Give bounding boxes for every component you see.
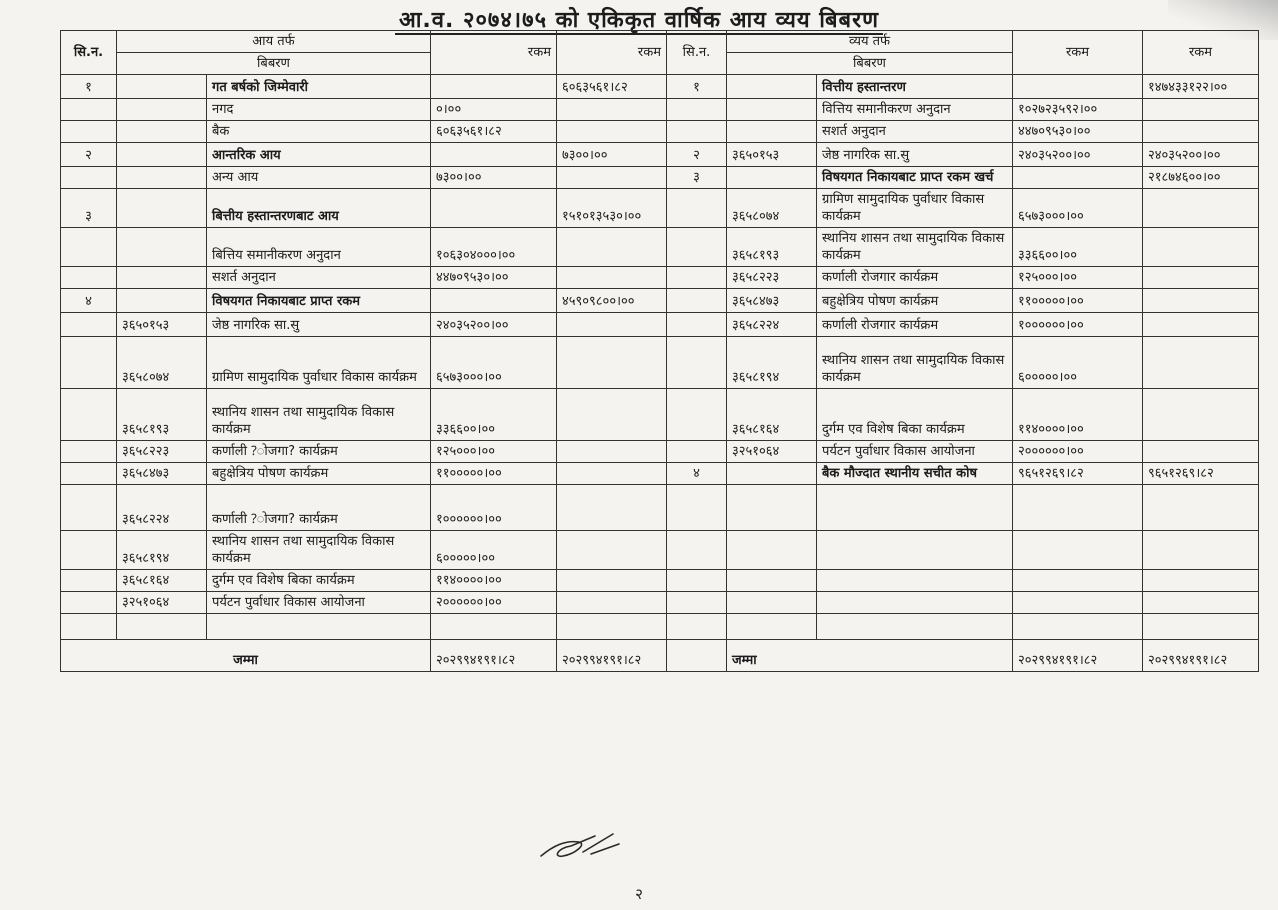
income-description: स्थानिय शासन तथा सामुदायिक विकास कार्यक्रम <box>207 389 431 441</box>
income-sn <box>61 592 117 614</box>
table-row <box>61 389 1259 441</box>
income-total <box>557 441 667 463</box>
income-amount-header: रकम <box>431 31 557 75</box>
income-description: विषयगत निकायबाट प्राप्त रकम <box>207 289 431 313</box>
income-total-label: जम्मा <box>61 640 431 672</box>
income-code <box>117 614 207 640</box>
expense-sn <box>667 389 727 441</box>
income-sn: २ <box>61 143 117 167</box>
income-total: ६०६३५६१।८२ <box>557 75 667 99</box>
income-description: दुर्गम एव विशेष बिका कार्यक्रम <box>207 570 431 592</box>
expense-sn: ४ <box>667 463 727 485</box>
expense-amount-header: रकम <box>1013 31 1143 75</box>
expense-total <box>1143 531 1259 570</box>
expense-amount <box>1013 570 1143 592</box>
expense-sn: १ <box>667 75 727 99</box>
income-amount: ६०००००।०० <box>431 531 557 570</box>
expense-description <box>817 592 1013 614</box>
expense-sn <box>667 592 727 614</box>
expense-total <box>1143 99 1259 121</box>
expense-description <box>817 614 1013 640</box>
income-amount: १०६३०४०००।०० <box>431 228 557 267</box>
income-sn <box>61 485 117 531</box>
income-sn <box>61 389 117 441</box>
income-amount: ३३६६००।०० <box>431 389 557 441</box>
income-code <box>117 189 207 228</box>
income-sn <box>61 267 117 289</box>
income-description: कर्णाली ?ोजगा? कार्यक्रम <box>207 441 431 463</box>
expense-side-header: व्यय तर्फ <box>727 31 1013 53</box>
income-description: स्थानिय शासन तथा सामुदायिक विकास कार्यक्रम <box>207 531 431 570</box>
table-row <box>61 228 1259 267</box>
income-amount <box>431 289 557 313</box>
expense-total <box>1143 267 1259 289</box>
table-row <box>61 592 1259 614</box>
expense-code: ३६५८१९४ <box>727 337 817 389</box>
table-row <box>61 167 1259 189</box>
income-sn <box>61 313 117 337</box>
expense-sn <box>667 570 727 592</box>
income-code: ३६५०१५३ <box>117 313 207 337</box>
income-description: कर्णाली ?ोजगा? कार्यक्रम <box>207 485 431 531</box>
expense-sn <box>667 614 727 640</box>
income-amount: ७३००।०० <box>431 167 557 189</box>
expense-amount: ३३६६००।०० <box>1013 228 1143 267</box>
income-amount: ४४७०९५३०।०० <box>431 267 557 289</box>
table-row <box>61 143 1259 167</box>
expense-sn: २ <box>667 143 727 167</box>
expense-code <box>727 570 817 592</box>
table-row <box>61 570 1259 592</box>
expense-amount: ११४००००।०० <box>1013 389 1143 441</box>
expense-sn <box>667 485 727 531</box>
expense-amount <box>1013 167 1143 189</box>
expense-amount <box>1013 531 1143 570</box>
expense-description <box>817 485 1013 531</box>
expense-sn: ३ <box>667 167 727 189</box>
income-sn: ३ <box>61 189 117 228</box>
expense-total-amount: २०२९९४१९१।८२ <box>1013 640 1143 672</box>
income-sn: १ <box>61 75 117 99</box>
expense-description: वित्तीय हस्तान्तरण <box>817 75 1013 99</box>
income-total <box>557 228 667 267</box>
income-sn <box>61 228 117 267</box>
income-total <box>557 167 667 189</box>
expense-code: ३२५१०६४ <box>727 441 817 463</box>
expense-code: ३६५८१६४ <box>727 389 817 441</box>
income-description: नगद <box>207 99 431 121</box>
income-amount: ११४००००।०० <box>431 570 557 592</box>
income-description: अन्य आय <box>207 167 431 189</box>
income-sn <box>61 167 117 189</box>
expense-description: कर्णाली रोजगार कार्यक्रम <box>817 267 1013 289</box>
total-row-sn <box>667 640 727 672</box>
income-sn-header: सि.न. <box>61 31 117 75</box>
expense-total <box>1143 313 1259 337</box>
income-total <box>557 531 667 570</box>
income-total <box>557 389 667 441</box>
expense-total <box>1143 337 1259 389</box>
expense-total <box>1143 592 1259 614</box>
income-total-amount: २०२९९४१९१।८२ <box>431 640 557 672</box>
expense-code <box>727 614 817 640</box>
income-total <box>557 485 667 531</box>
expense-description: दुर्गम एव विशेष बिका कार्यक्रम <box>817 389 1013 441</box>
expense-code: ३६५८४७३ <box>727 289 817 313</box>
expense-description: विषयगत निकायबाट प्राप्त रकम खर्च <box>817 167 1013 189</box>
expense-code <box>727 167 817 189</box>
expense-total-label: जम्मा <box>727 640 1013 672</box>
income-description: सशर्त अनुदान <box>207 267 431 289</box>
expense-amount: १०२७२३५९२।०० <box>1013 99 1143 121</box>
page-number: २ <box>635 885 643 903</box>
expense-amount: २००००००।०० <box>1013 441 1143 463</box>
expense-amount: ६०००००।०० <box>1013 337 1143 389</box>
expense-sn <box>667 337 727 389</box>
income-code: ३६५८४७३ <box>117 463 207 485</box>
income-total: ७३००।०० <box>557 143 667 167</box>
expense-sn <box>667 289 727 313</box>
expense-amount: १००००००।०० <box>1013 313 1143 337</box>
table-row <box>61 99 1259 121</box>
table-row <box>61 121 1259 143</box>
expense-total: २४०३५२००।०० <box>1143 143 1259 167</box>
expense-code <box>727 592 817 614</box>
income-total <box>557 592 667 614</box>
income-amount <box>431 75 557 99</box>
expense-description: जेष्ठ नागरिक सा.सु <box>817 143 1013 167</box>
income-code: ३६५८२२४ <box>117 485 207 531</box>
expense-grand-total: २०२९९४१९१।८२ <box>1143 640 1259 672</box>
income-description <box>207 614 431 640</box>
expense-code: ३६५८२२३ <box>727 267 817 289</box>
income-description: ग्रामिण सामुदायिक पुर्वाधार विकास कार्यक्रम <box>207 337 431 389</box>
expense-sn <box>667 99 727 121</box>
table-row <box>61 485 1259 531</box>
table-row <box>61 267 1259 289</box>
expense-code: ३६५८१९३ <box>727 228 817 267</box>
income-code: ३६५८२२३ <box>117 441 207 463</box>
income-grand-total: २०२९९४१९१।८२ <box>557 640 667 672</box>
expense-total <box>1143 485 1259 531</box>
expense-sn <box>667 228 727 267</box>
income-sn <box>61 463 117 485</box>
income-sn <box>61 531 117 570</box>
expense-sn <box>667 121 727 143</box>
expense-sn <box>667 189 727 228</box>
income-sn <box>61 441 117 463</box>
expense-total-header: रकम <box>1143 31 1259 75</box>
income-description: गत बर्षको जिम्मेवारी <box>207 75 431 99</box>
expense-code: ३६५८२२४ <box>727 313 817 337</box>
income-total <box>557 121 667 143</box>
expense-amount <box>1013 75 1143 99</box>
income-code: ३२५१०६४ <box>117 592 207 614</box>
expense-code <box>727 75 817 99</box>
income-code <box>117 228 207 267</box>
income-amount <box>431 189 557 228</box>
expense-total <box>1143 570 1259 592</box>
income-code: ३६५८१६४ <box>117 570 207 592</box>
income-sn <box>61 337 117 389</box>
income-amount: ०।०० <box>431 99 557 121</box>
expense-description <box>817 531 1013 570</box>
table-row <box>61 531 1259 570</box>
income-description: बहुक्षेत्रिय पोषण कार्यक्रम <box>207 463 431 485</box>
income-sn <box>61 121 117 143</box>
income-amount: २००००००।०० <box>431 592 557 614</box>
expense-description: सशर्त अनुदान <box>817 121 1013 143</box>
total-row <box>61 640 1259 672</box>
expense-total <box>1143 121 1259 143</box>
expense-total: १४७४३३१२२।०० <box>1143 75 1259 99</box>
income-code <box>117 143 207 167</box>
income-code <box>117 121 207 143</box>
expense-code <box>727 463 817 485</box>
income-sn <box>61 99 117 121</box>
income-total: १५१०१३५३०।०० <box>557 189 667 228</box>
income-amount <box>431 143 557 167</box>
table-row <box>61 614 1259 640</box>
income-total: ४५९०९८००।०० <box>557 289 667 313</box>
expense-code <box>727 121 817 143</box>
income-description: आन्तरिक आय <box>207 143 431 167</box>
income-total <box>557 463 667 485</box>
page-title-text: आ.व. २०७४।७५ को एकिकृत वार्षिक आय व्यय बिबरण <box>395 8 883 35</box>
expense-details-header: बिबरण <box>727 53 1013 75</box>
income-amount: ६०६३५६१।८२ <box>431 121 557 143</box>
income-amount: २४०३५२००।०० <box>431 313 557 337</box>
table-row <box>61 289 1259 313</box>
expense-amount: १२५०००।०० <box>1013 267 1143 289</box>
expense-total <box>1143 389 1259 441</box>
expense-sn <box>667 531 727 570</box>
expense-sn <box>667 441 727 463</box>
table-body <box>61 75 1259 640</box>
expense-total: २१८७४६००।०० <box>1143 167 1259 189</box>
expense-sn <box>667 313 727 337</box>
income-description: बित्तीय हस्तान्तरणबाट आय <box>207 189 431 228</box>
expense-amount: २४०३५२००।०० <box>1013 143 1143 167</box>
expense-description: वित्तिय समानीकरण अनुदान <box>817 99 1013 121</box>
expense-amount: ११०००००।०० <box>1013 289 1143 313</box>
table-row <box>61 313 1259 337</box>
expense-total <box>1143 228 1259 267</box>
income-code: ३६५८१९३ <box>117 389 207 441</box>
expense-description: स्थानिय शासन तथा सामुदायिक विकास कार्यक्रम <box>817 337 1013 389</box>
income-total <box>557 614 667 640</box>
expense-code: ३६५०१५३ <box>727 143 817 167</box>
expense-description: पर्यटन पुर्वाधार विकास आयोजना <box>817 441 1013 463</box>
income-description: जेष्ठ नागरिक सा.सु <box>207 313 431 337</box>
table-row <box>61 189 1259 228</box>
income-amount: ६५७३०००।०० <box>431 337 557 389</box>
income-amount: ११०००००।०० <box>431 463 557 485</box>
expense-code <box>727 485 817 531</box>
expense-total <box>1143 189 1259 228</box>
expense-total <box>1143 289 1259 313</box>
expense-description: बहुक्षेत्रिय पोषण कार्यक्रम <box>817 289 1013 313</box>
expense-amount <box>1013 614 1143 640</box>
expense-amount <box>1013 485 1143 531</box>
expense-total <box>1143 614 1259 640</box>
income-expense-table <box>60 30 1259 672</box>
expense-amount <box>1013 592 1143 614</box>
income-total <box>557 337 667 389</box>
table-row <box>61 75 1259 99</box>
income-code <box>117 289 207 313</box>
income-code <box>117 75 207 99</box>
expense-total: ९६५१२६९।८२ <box>1143 463 1259 485</box>
income-code: ३६५८०७४ <box>117 337 207 389</box>
income-description: पर्यटन पुर्वाधार विकास आयोजना <box>207 592 431 614</box>
expense-description <box>817 570 1013 592</box>
income-code <box>117 99 207 121</box>
income-sn <box>61 614 117 640</box>
income-code <box>117 267 207 289</box>
income-total <box>557 99 667 121</box>
income-total <box>557 313 667 337</box>
header-row <box>61 31 1259 53</box>
income-amount: १००००००।०० <box>431 485 557 531</box>
expense-total <box>1143 441 1259 463</box>
income-details-header: बिबरण <box>117 53 431 75</box>
income-code <box>117 167 207 189</box>
income-sn: ४ <box>61 289 117 313</box>
table-row <box>61 441 1259 463</box>
expense-sn <box>667 267 727 289</box>
expense-description: स्थानिय शासन तथा सामुदायिक विकास कार्यक्रम <box>817 228 1013 267</box>
expense-amount: ६५७३०००।०० <box>1013 189 1143 228</box>
income-description: बित्तिय समानीकरण अनुदान <box>207 228 431 267</box>
income-amount <box>431 614 557 640</box>
table-row <box>61 463 1259 485</box>
signature-icon <box>535 826 625 866</box>
expense-amount: ४४७०९५३०।०० <box>1013 121 1143 143</box>
income-total-header: रकम <box>557 31 667 75</box>
expense-code <box>727 531 817 570</box>
table-row <box>61 337 1259 389</box>
expense-sn-header: सि.न. <box>667 31 727 75</box>
expense-amount: ९६५१२६९।८२ <box>1013 463 1143 485</box>
income-description: बैक <box>207 121 431 143</box>
expense-code: ३६५८०७४ <box>727 189 817 228</box>
income-sn <box>61 570 117 592</box>
expense-description: कर्णाली रोजगार कार्यक्रम <box>817 313 1013 337</box>
expense-description: ग्रामिण सामुदायिक पुर्वाधार विकास कार्यक्रम <box>817 189 1013 228</box>
expense-description: बैक मौज्दात स्थानीय सचीत कोष <box>817 463 1013 485</box>
income-code: ३६५८१९४ <box>117 531 207 570</box>
income-total <box>557 570 667 592</box>
income-total <box>557 267 667 289</box>
income-side-header: आय तर्फ <box>117 31 431 53</box>
expense-code <box>727 99 817 121</box>
income-amount: १२५०००।०० <box>431 441 557 463</box>
